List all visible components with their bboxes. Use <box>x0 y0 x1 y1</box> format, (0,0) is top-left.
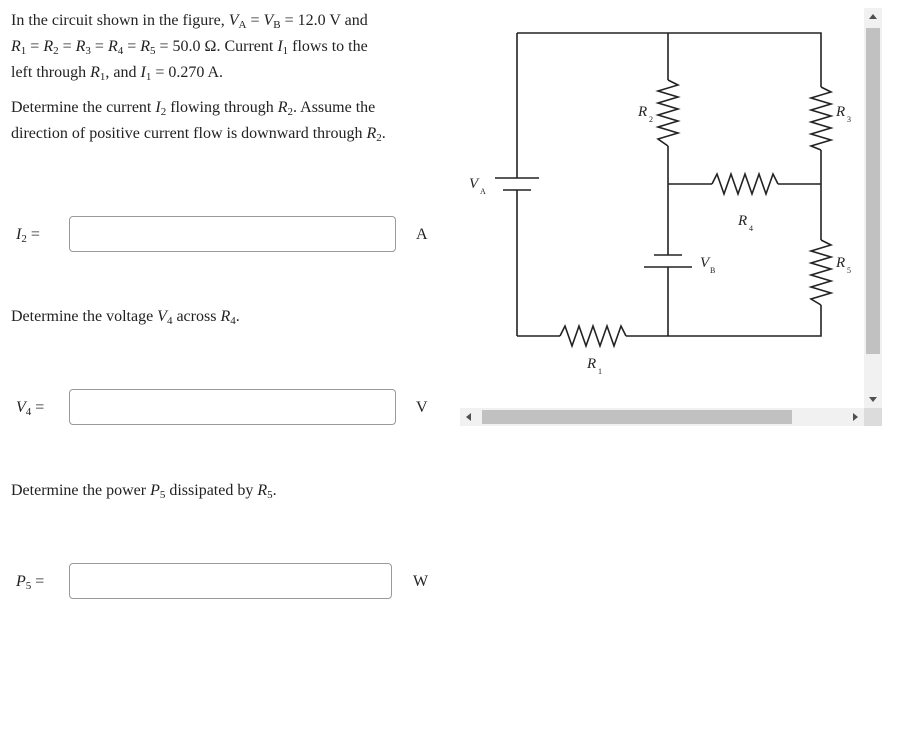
figure-vertical-scrollbar[interactable] <box>864 8 882 408</box>
label-r1: R <box>587 356 597 372</box>
question-current-i2: Determine the current $I_2$ flowing through $R_2$. Assume the direction of positive current flow is downward through $R_2$. <box>11 99 386 144</box>
horizontal-scroll-thumb[interactable] <box>482 410 792 424</box>
scroll-down-arrow-icon[interactable] <box>864 390 882 408</box>
unit-label-v4: V <box>416 399 428 416</box>
resistor-r5 <box>811 240 831 305</box>
label-va-sub: A <box>480 187 486 196</box>
question-power-p5: Determine the power $P_5$ dissipated by $R_5$. <box>11 482 277 501</box>
answer-input-p5[interactable] <box>69 563 392 599</box>
wire-bottom-right <box>626 305 821 336</box>
answer-input-v4[interactable] <box>69 389 396 425</box>
label-r3: R <box>836 104 846 120</box>
label-r5-sub: 5 <box>847 266 851 275</box>
label-r2-sub: 2 <box>649 115 653 124</box>
vertical-scroll-thumb[interactable] <box>866 28 880 354</box>
resistor-r2 <box>658 80 678 146</box>
unit-label-i2: A <box>416 226 428 243</box>
label-r2: R <box>638 104 648 120</box>
label-vb: V <box>700 255 710 271</box>
resistor-r4 <box>712 174 778 194</box>
label-va: V <box>469 176 479 192</box>
question-voltage-v4: Determine the voltage $V_4$ across $R_4$. <box>11 308 240 327</box>
label-r4-sub: 4 <box>749 224 753 233</box>
scrollbar-corner <box>864 408 882 426</box>
problem-statement: In the circuit shown in the figure, $V_A = V_B = 12.0$ V and $R_1 = R_2 = R_3 = R_4 = R_5 = 50.0$ Ω. Current $I_1$ flows to the left through $R_1$, and $I_1 = 0.270$ A. <box>11 12 368 83</box>
answer-label-v4: $V_4$ = <box>16 399 45 418</box>
answer-label-i2: $I_2$ = <box>16 226 40 245</box>
label-r4: R <box>738 213 748 229</box>
resistor-r3 <box>811 87 831 150</box>
scroll-up-arrow-icon[interactable] <box>864 8 882 26</box>
label-vb-sub: B <box>710 266 716 275</box>
scroll-left-arrow-icon[interactable] <box>460 408 478 426</box>
figure-horizontal-scrollbar[interactable] <box>460 408 864 426</box>
label-r3-sub: 3 <box>847 115 851 124</box>
label-r5: R <box>836 255 846 271</box>
unit-label-p5: W <box>413 573 429 590</box>
answer-input-i2[interactable] <box>69 216 396 252</box>
scroll-right-arrow-icon[interactable] <box>846 408 864 426</box>
label-r1-sub: 1 <box>598 367 602 376</box>
answer-label-p5: $P_5$ = <box>16 573 45 592</box>
circuit-diagram <box>460 8 884 428</box>
resistor-r1 <box>560 326 626 346</box>
wire-top <box>517 33 821 87</box>
